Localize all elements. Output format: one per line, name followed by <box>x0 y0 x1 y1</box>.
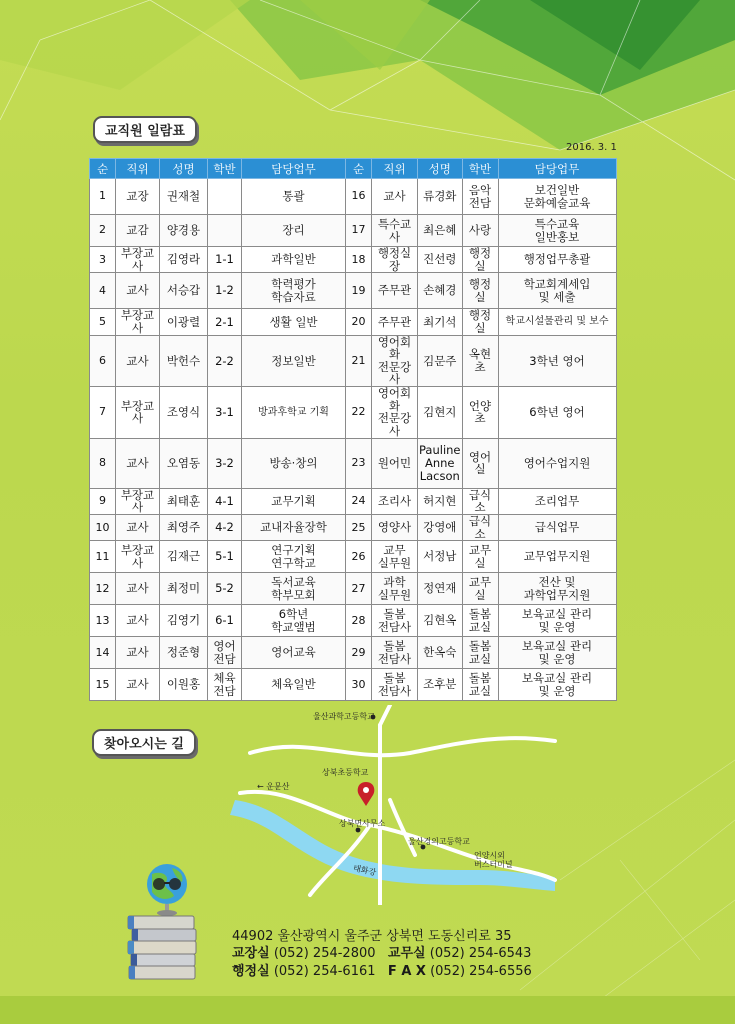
header-cell: 성명 <box>418 159 463 179</box>
right-duty-cell: 급식업무 <box>498 514 616 540</box>
left-class-cell: 5-1 <box>208 541 242 573</box>
left-position-cell: 교감 <box>116 215 160 247</box>
right-name-cell: 김현옥 <box>418 605 463 637</box>
date-label: 2016. 3. 1 <box>566 142 617 153</box>
left-num-cell: 1 <box>90 179 116 215</box>
left-name-cell: 이원홍 <box>160 669 208 701</box>
left-duty-cell: 6학년 학교앨범 <box>242 605 346 637</box>
left-name-cell: 이광렬 <box>160 309 208 335</box>
right-num-cell: 16 <box>346 179 372 215</box>
right-num-cell: 26 <box>346 541 372 573</box>
right-num-cell: 21 <box>346 335 372 387</box>
right-name-cell: 정연재 <box>418 573 463 605</box>
principal-office-label: 교장실 <box>232 946 270 961</box>
left-num-cell: 5 <box>90 309 116 335</box>
right-position-cell: 주무관 <box>372 273 418 309</box>
left-position-cell: 부장교사 <box>116 387 160 439</box>
left-num-cell: 9 <box>90 488 116 514</box>
table-row <box>90 309 617 335</box>
right-duty-cell: 보육교실 관리 및 운영 <box>498 605 616 637</box>
right-class-cell: 교무실 <box>462 541 498 573</box>
right-name-cell: 최기석 <box>418 309 463 335</box>
table-row <box>90 541 617 573</box>
left-duty-cell: 방송·창의 <box>242 438 346 488</box>
left-position-cell: 부장교사 <box>116 541 160 573</box>
map-label-terminal: 언양시외 버스터미널 <box>474 851 513 870</box>
left-duty-cell: 방과후학교 기획 <box>242 387 346 439</box>
right-class-cell: 급식소 <box>462 514 498 540</box>
left-duty-cell: 교무기획 <box>242 488 346 514</box>
road <box>380 705 390 725</box>
table-row <box>90 573 617 605</box>
right-num-cell: 29 <box>346 637 372 669</box>
right-duty-cell: 영어수업지원 <box>498 438 616 488</box>
left-name-cell: 양경용 <box>160 215 208 247</box>
left-num-cell: 13 <box>90 605 116 637</box>
right-class-cell: 영어실 <box>462 438 498 488</box>
left-num-cell: 11 <box>90 541 116 573</box>
left-position-cell: 교사 <box>116 335 160 387</box>
right-position-cell: 교사 <box>372 179 418 215</box>
right-position-cell: 조리사 <box>372 488 418 514</box>
left-name-cell: 오염동 <box>160 438 208 488</box>
right-duty-cell: 조리업무 <box>498 488 616 514</box>
right-duty-cell: 보육교실 관리 및 운영 <box>498 669 616 701</box>
left-num-cell: 2 <box>90 215 116 247</box>
left-position-cell: 교사 <box>116 514 160 540</box>
header-cell: 순 <box>90 159 116 179</box>
left-num-cell: 15 <box>90 669 116 701</box>
right-position-cell: 돌봄 전담사 <box>372 605 418 637</box>
left-name-cell: 정준형 <box>160 637 208 669</box>
right-class-cell: 돌봄 교실 <box>462 669 498 701</box>
table-row <box>90 605 617 637</box>
left-name-cell: 최태훈 <box>160 488 208 514</box>
right-num-cell: 18 <box>346 247 372 273</box>
admin-office-phone: (052) 254-6161 <box>273 964 376 979</box>
left-duty-cell: 학력평가 학습자료 <box>242 273 346 309</box>
right-name-cell: 김문주 <box>418 335 463 387</box>
right-class-cell: 사랑 <box>462 215 498 247</box>
table-row <box>90 335 617 387</box>
right-name-cell: 서정남 <box>418 541 463 573</box>
left-num-cell: 3 <box>90 247 116 273</box>
staff-table-body <box>90 179 617 701</box>
left-position-cell: 교장 <box>116 179 160 215</box>
left-num-cell: 14 <box>90 637 116 669</box>
left-name-cell: 최영주 <box>160 514 208 540</box>
left-num-cell: 7 <box>90 387 116 439</box>
map-label-elementary: 상북초등학교 <box>322 768 369 777</box>
location-map <box>230 705 560 905</box>
right-name-cell: 손혜경 <box>418 273 463 309</box>
left-class-cell <box>208 215 242 247</box>
right-position-cell: 과학 실무원 <box>372 573 418 605</box>
right-num-cell: 28 <box>346 605 372 637</box>
left-name-cell: 서승갑 <box>160 273 208 309</box>
left-duty-cell: 장리 <box>242 215 346 247</box>
left-class-cell <box>208 179 242 215</box>
admin-office-label: 행정실 <box>232 964 270 979</box>
right-class-cell: 돌봄 교실 <box>462 637 498 669</box>
right-num-cell: 20 <box>346 309 372 335</box>
right-name-cell: 강영애 <box>418 514 463 540</box>
right-class-cell: 행정실 <box>462 273 498 309</box>
right-name-cell: 조후분 <box>418 669 463 701</box>
right-duty-cell: 보건일반 문화예술교육 <box>498 179 616 215</box>
right-duty-cell: 특수교육 일반홍보 <box>498 215 616 247</box>
left-duty-cell: 통괄 <box>242 179 346 215</box>
table-header-row <box>90 159 617 179</box>
left-duty-cell: 정보일반 <box>242 335 346 387</box>
right-duty-cell: 학교시설물관리 및 보수 <box>498 309 616 335</box>
principal-office-phone: (052) 254-2800 <box>273 946 376 961</box>
left-name-cell: 김재근 <box>160 541 208 573</box>
right-position-cell: 특수교사 <box>372 215 418 247</box>
right-position-cell: 영어회화 전문강사 <box>372 335 418 387</box>
left-duty-cell: 생활 일반 <box>242 309 346 335</box>
right-class-cell: 음악 전담 <box>462 179 498 215</box>
right-position-cell: 원어민 <box>372 438 418 488</box>
staff-table <box>89 158 617 701</box>
right-num-cell: 19 <box>346 273 372 309</box>
table-row <box>90 438 617 488</box>
header-cell: 성명 <box>160 159 208 179</box>
right-duty-cell: 3학년 영어 <box>498 335 616 387</box>
left-duty-cell: 체육일반 <box>242 669 346 701</box>
contact-line-2 <box>232 960 532 979</box>
left-duty-cell: 영어교육 <box>242 637 346 669</box>
header-cell: 학반 <box>208 159 242 179</box>
left-duty-cell: 교내자율장학 <box>242 514 346 540</box>
right-num-cell: 23 <box>346 438 372 488</box>
teachers-office-phone: (052) 254-6543 <box>429 946 532 961</box>
contact-line-1 <box>232 942 531 961</box>
right-name-cell: 허지현 <box>418 488 463 514</box>
table-row <box>90 669 617 701</box>
right-duty-cell: 학교회계세입 및 세출 <box>498 273 616 309</box>
left-position-cell: 부장교사 <box>116 488 160 514</box>
left-class-cell: 6-1 <box>208 605 242 637</box>
right-position-cell: 돌봄 전담사 <box>372 637 418 669</box>
right-num-cell: 25 <box>346 514 372 540</box>
left-position-cell: 부장교사 <box>116 309 160 335</box>
right-num-cell: 27 <box>346 573 372 605</box>
left-position-cell: 교사 <box>116 573 160 605</box>
header-cell: 직위 <box>372 159 418 179</box>
table-row <box>90 637 617 669</box>
river <box>230 800 555 891</box>
right-position-cell: 행정실장 <box>372 247 418 273</box>
left-num-cell: 8 <box>90 438 116 488</box>
left-class-cell: 4-2 <box>208 514 242 540</box>
right-position-cell: 주무관 <box>372 309 418 335</box>
left-class-cell: 5-2 <box>208 573 242 605</box>
left-position-cell: 교사 <box>116 637 160 669</box>
left-position-cell: 교사 <box>116 438 160 488</box>
header-cell: 직위 <box>116 159 160 179</box>
right-name-cell: 한옥숙 <box>418 637 463 669</box>
left-name-cell: 최정미 <box>160 573 208 605</box>
left-position-cell: 부장교사 <box>116 247 160 273</box>
staff-list-title: 교직원 일람표 <box>93 116 197 143</box>
left-num-cell: 4 <box>90 273 116 309</box>
right-num-cell: 22 <box>346 387 372 439</box>
right-duty-cell: 보육교실 관리 및 운영 <box>498 637 616 669</box>
left-position-cell: 교사 <box>116 669 160 701</box>
left-name-cell: 김영기 <box>160 605 208 637</box>
address: 44902 울산광역시 울주군 상북면 도동신리로 35 <box>232 929 512 944</box>
header-cell: 담당업무 <box>498 159 616 179</box>
directions-title: 찾아오시는 길 <box>92 729 196 756</box>
left-class-cell: 영어 전담 <box>208 637 242 669</box>
header-cell: 순 <box>346 159 372 179</box>
left-name-cell: 권재철 <box>160 179 208 215</box>
right-num-cell: 24 <box>346 488 372 514</box>
map-label-high-school: 울산과학고등학교 <box>313 712 375 721</box>
table-row <box>90 387 617 439</box>
right-class-cell: 행정실 <box>462 309 498 335</box>
fax-number: (052) 254-6556 <box>430 964 532 979</box>
left-duty-cell: 연구기획 연구학교 <box>242 541 346 573</box>
left-class-cell: 3-2 <box>208 438 242 488</box>
right-name-cell: 김현지 <box>418 387 463 439</box>
right-class-cell: 언양초 <box>462 387 498 439</box>
map-label-river: 태화강 <box>352 863 377 878</box>
left-class-cell: 3-1 <box>208 387 242 439</box>
right-class-cell: 교무실 <box>462 573 498 605</box>
left-class-cell: 2-2 <box>208 335 242 387</box>
right-position-cell: 교무 실무원 <box>372 541 418 573</box>
left-num-cell: 6 <box>90 335 116 387</box>
header-cell: 담당업무 <box>242 159 346 179</box>
right-class-cell: 돌봄 교실 <box>462 605 498 637</box>
left-num-cell: 12 <box>90 573 116 605</box>
header-cell: 학반 <box>462 159 498 179</box>
left-class-cell: 1-2 <box>208 273 242 309</box>
right-class-cell: 급식소 <box>462 488 498 514</box>
right-position-cell: 영양사 <box>372 514 418 540</box>
map-label-unmunsan: ← 운문산 <box>257 782 290 791</box>
right-name-cell: 최은혜 <box>418 215 463 247</box>
right-position-cell: 영어회화 전문강사 <box>372 387 418 439</box>
right-position-cell: 돌봄 전담사 <box>372 669 418 701</box>
right-name-cell: Pauline Anne Lacson <box>418 438 463 488</box>
left-name-cell: 조영식 <box>160 387 208 439</box>
left-position-cell: 교사 <box>116 605 160 637</box>
left-class-cell: 1-1 <box>208 247 242 273</box>
right-duty-cell: 행정업무총괄 <box>498 247 616 273</box>
road <box>250 738 555 755</box>
right-class-cell: 행정실 <box>462 247 498 273</box>
table-row <box>90 247 617 273</box>
left-name-cell: 김영라 <box>160 247 208 273</box>
left-position-cell: 교사 <box>116 273 160 309</box>
right-duty-cell: 교무업무지원 <box>498 541 616 573</box>
left-class-cell: 4-1 <box>208 488 242 514</box>
table-row <box>90 488 617 514</box>
left-num-cell: 10 <box>90 514 116 540</box>
table-row <box>90 273 617 309</box>
fax-label: F A X <box>387 964 426 979</box>
map-label-business-hs: 울산경의고등학교 <box>408 837 470 846</box>
location-pin-icon <box>358 782 375 806</box>
left-name-cell: 박헌수 <box>160 335 208 387</box>
left-class-cell: 2-1 <box>208 309 242 335</box>
left-class-cell: 체육 전담 <box>208 669 242 701</box>
right-duty-cell: 6학년 영어 <box>498 387 616 439</box>
table-row <box>90 514 617 540</box>
right-name-cell: 류경화 <box>418 179 463 215</box>
map-label-office: 상북면사무소 <box>339 819 386 828</box>
right-name-cell: 진선령 <box>418 247 463 273</box>
right-num-cell: 17 <box>346 215 372 247</box>
left-duty-cell: 과학일반 <box>242 247 346 273</box>
books-globe-illustration <box>122 862 206 984</box>
teachers-office-label: 교무실 <box>387 946 426 961</box>
right-class-cell: 옥현초 <box>462 335 498 387</box>
table-row <box>90 179 617 215</box>
table-row <box>90 215 617 247</box>
left-duty-cell: 독서교육 학부모회 <box>242 573 346 605</box>
right-num-cell: 30 <box>346 669 372 701</box>
right-duty-cell: 전산 및 과학업무지원 <box>498 573 616 605</box>
